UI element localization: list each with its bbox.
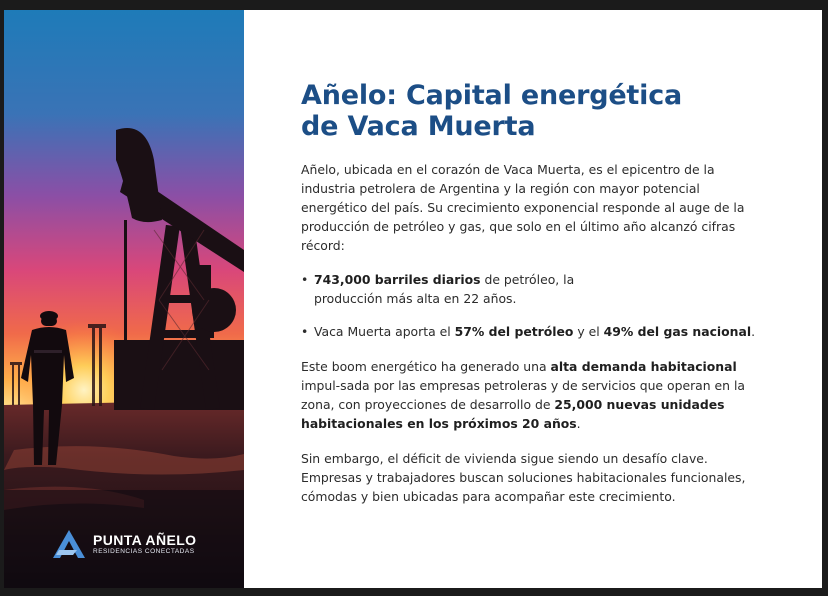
brand-name: PUNTA AÑELO <box>93 532 197 548</box>
brand-tagline: RESIDENCIAS CONECTADAS <box>93 548 195 555</box>
page-title <box>301 80 761 142</box>
title-line-1: Añelo: Capital energética <box>301 80 683 111</box>
bullet-1-text: de petróleo, la <box>480 272 575 287</box>
boom-paragraph <box>301 357 761 433</box>
slide <box>4 10 822 588</box>
boom-t2: impul-sada por las empresas petroleras y de servicios que operan en la zona, con proyecciones de desarrollo de <box>301 378 745 412</box>
brand-a-icon <box>51 528 87 560</box>
list-item <box>301 270 761 308</box>
boom-t1: Este boom energético ha generado una <box>301 359 551 374</box>
bullet-2-b1: 57% del petróleo <box>454 324 574 339</box>
bullet-2-t2: y el <box>573 324 604 339</box>
bullet-2-b2: 49% del gas nacional <box>603 324 752 339</box>
oil-field-photo <box>4 10 244 588</box>
bullet-2-t3: . <box>751 324 756 339</box>
brand-logo <box>51 528 196 560</box>
stats-list <box>301 270 761 341</box>
bullet-2-t1: Vaca Muerta aporta el <box>314 324 455 339</box>
intro-paragraph: Añelo, ubicada en el corazón de Vaca Muerta, es el epicentro de la industria petrolera de Argentina y la región con mayor potencial energético del país. Su crecimiento exponencial responde al auge de la producción de petróleo y gas, que solo en el último año alcanzó cifras récord: <box>301 162 745 253</box>
boom-t3: . <box>576 416 581 431</box>
pumpjack-sunset-illustration <box>4 10 244 588</box>
title-line-2: de Vaca Muerta <box>301 111 536 142</box>
boom-b2: 25,000 nuevas unidades habitacionales en los próximos 20 años <box>301 397 725 431</box>
list-item <box>301 322 761 341</box>
bullet-1-line2: producción más alta en 22 años. <box>314 291 517 306</box>
bullet-1-bold: 743,000 barriles diarios <box>314 272 481 287</box>
boom-b1: alta demanda habitacional <box>550 359 737 374</box>
content-column <box>301 80 761 506</box>
closing-paragraph: Sin embargo, el déficit de vivienda sigue siendo un desafío clave. Empresas y trabajadores buscan soluciones habitacionales funcionales, cómodas y bien ubicadas para acompañar este crecimiento. <box>301 451 746 504</box>
